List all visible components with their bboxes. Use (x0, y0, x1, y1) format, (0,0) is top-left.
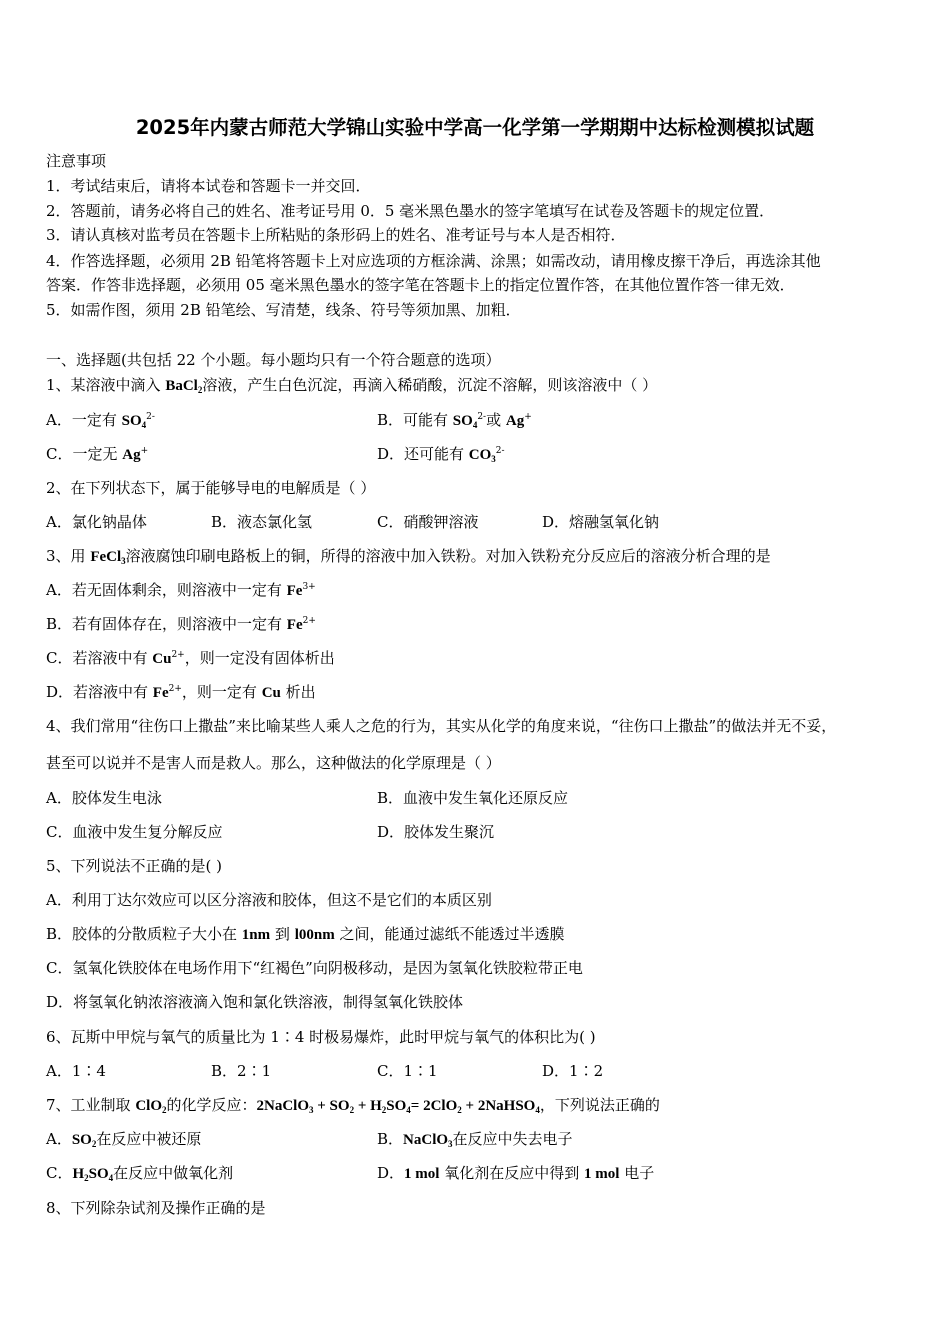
notice-heading: 注意事项 (46, 152, 107, 170)
question-4-option-d[interactable]: D．胶体发生聚沉 (377, 823, 495, 841)
question-8-stem: 8、下列除杂试剂及操作正确的是 (46, 1199, 266, 1217)
question-1-option-a[interactable]: A．一定有 $SO_4^{2-}$ (46, 411, 155, 430)
question-1-option-c[interactable]: C．一定无 Ag+ (46, 445, 149, 463)
question-1-option-b[interactable]: B．可能有 $SO_4^{2-}$或 Ag+ (377, 411, 532, 430)
question-7-option-c[interactable]: C．$H_2SO_4$在反应中做氧化剂 (46, 1164, 234, 1183)
section-heading: 一、选择题(共包括 22 个小题。每小题均只有一个符合题意的选项） (46, 351, 501, 369)
notice-item: 5．如需作图，须用 2B 铅笔绘、写清楚，线条、符号等须加黑、加粗． (46, 301, 521, 319)
question-6-option-d[interactable]: D．1∶2 (542, 1062, 604, 1080)
question-3-option-b[interactable]: B．若有固体存在，则溶液中一定有 $Fe^{2+}$ (46, 615, 316, 633)
question-3-option-a[interactable]: A．若无固体剩余，则溶液中一定有 $Fe^{3+}$ (46, 581, 316, 599)
question-6-stem: 6、瓦斯中甲烷与氧气的质量比为 1∶4 时极易爆炸，此时甲烷与氧气的体积比为( ) (46, 1028, 596, 1046)
question-5-option-a[interactable]: A．利用丁达尔效应可以区分溶液和胶体，但这不是它们的本质区别 (46, 891, 492, 909)
page-title: 2025年内蒙古师范大学锦山实验中学高一化学第一学期期中达标检测模拟试题 (135, 116, 815, 139)
question-5-option-c[interactable]: C．氢氧化铁胶体在电场作用下“红褐色”向阴极移动，是因为氢氧化铁胶粒带正电 (46, 959, 583, 977)
question-2-stem: 2、在下列状态下，属于能够导电的电解质是（ ） (46, 479, 376, 497)
question-3-stem: 3、用 FeCl$_3$溶液腐蚀印刷电路板上的铜，所得的溶液中加入铁粉。对加入铁粉充分反应后的溶液分析合理的是 (46, 547, 771, 566)
notice-item: 答案．作答非选择题，必须用 05 毫米黑色墨水的签字笔在答题卡上的指定位置作答，在其他位置作答一律无效． (46, 276, 795, 294)
question-7-option-a[interactable]: A．$SO_2$在反应中被还原 (46, 1130, 202, 1149)
question-2-option-b[interactable]: B．液态氯化氢 (211, 513, 313, 531)
question-4-option-b[interactable]: B．血液中发生氧化还原反应 (377, 789, 569, 807)
question-6-option-a[interactable]: A．1∶4 (46, 1062, 106, 1080)
question-5-stem: 5、下列说法不正确的是( ) (46, 857, 223, 875)
question-7-option-d[interactable]: D．1 mol 氧化剂在反应中得到 1 mol 电子 (377, 1164, 655, 1182)
question-6-option-c[interactable]: C．1∶1 (377, 1062, 438, 1080)
question-3-option-d[interactable]: D．若溶液中有 $Fe^{2+}$，则一定有 Cu 析出 (46, 683, 316, 701)
question-2-option-c[interactable]: C．硝酸钾溶液 (377, 513, 479, 531)
question-1-option-d[interactable]: D．还可能有 $CO_3^{2-}$ (377, 445, 505, 464)
question-4-stem: 4、我们常用“往伤口上撒盐”来比喻某些人乘人之危的行为，其实从化学的角度来说，“往伤口上撒盐”的做法并无不妥， (46, 717, 837, 735)
question-5-option-b[interactable]: B．胶体的分散质粒子大小在 1nm 到 l00nm 之间，能通过滤纸不能透过半透膜 (46, 925, 565, 943)
question-5-option-d[interactable]: D．将氢氧化钠浓溶液滴入饱和氯化铁溶液，制得氢氧化铁胶体 (46, 993, 464, 1011)
question-1-stem: 1、某溶液中滴入 BaCl$_2$溶液，产生白色沉淀，再滴入稀硝酸，沉淀不溶解，则该溶液中（ ） (46, 376, 658, 395)
notice-item: 3．请认真核对监考员在答题卡上所粘贴的条形码上的姓名、准考证号与本人是否相符． (46, 226, 626, 244)
question-7-stem: 7、工业制取 ClO$_2$的化学反应：2NaClO$_3$ + $SO_2 + H_2SO_4= 2ClO_2$ + 2NaHSO$_4$，下列说法正确的 (46, 1096, 660, 1115)
question-6-option-b[interactable]: B．2∶1 (211, 1062, 272, 1080)
notice-item: 1．考试结束后，请将本试卷和答题卡一并交回． (46, 177, 371, 195)
question-7-option-b[interactable]: B．NaClO$_3$在反应中失去电子 (377, 1130, 573, 1149)
question-3-option-c[interactable]: C．若溶液中有 $Cu^{2+}$，则一定没有固体析出 (46, 649, 335, 667)
question-4-stem-continued: 甚至可以说并不是害人而是救人。那么，这种做法的化学原理是（ ） (46, 754, 501, 772)
notice-item: 2．答题前，请务必将自己的姓名、准考证号用 0．5 毫米黑色墨水的签字笔填写在试卷及答题卡的规定位置． (46, 202, 775, 220)
question-4-option-c[interactable]: C．血液中发生复分解反应 (46, 823, 223, 841)
notice-item: 4．作答选择题，必须用 2B 铅笔将答题卡上对应选项的方框涂满、涂黑；如需改动，请用橡皮擦干净后，再选涂其他 (46, 252, 821, 270)
question-4-option-a[interactable]: A．胶体发生电泳 (46, 789, 162, 807)
question-2-option-a[interactable]: A．氯化钠晶体 (46, 513, 147, 531)
question-2-option-d[interactable]: D．熔融氢氧化钠 (542, 513, 660, 531)
